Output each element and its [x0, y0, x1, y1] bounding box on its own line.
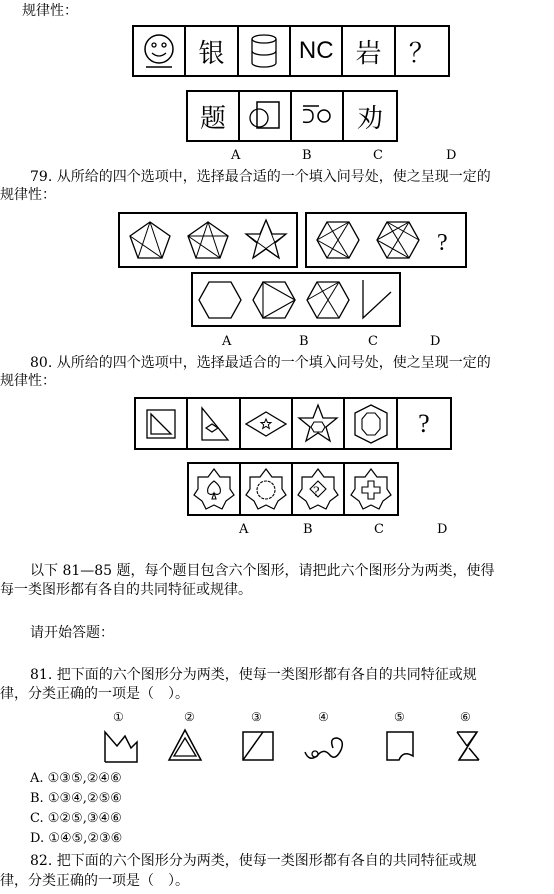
hexagon-group: [307, 214, 465, 266]
q80-options-row: [187, 462, 399, 516]
q78-option-letters: [0, 148, 554, 164]
q78-options-row: [186, 90, 398, 142]
intro-line2: 每一类图形都有各自的共同特征或规律。: [0, 582, 252, 598]
pentagon-group: [120, 214, 296, 266]
q81-option-d[interactable]: D. ①④⑤,②③⑥: [30, 831, 123, 846]
option-c-figure: [293, 464, 345, 514]
figure-number: ⑤: [394, 710, 405, 724]
option-letter: A: [231, 148, 241, 163]
question-mark-cell: ？: [408, 38, 435, 69]
q81-figures: [95, 726, 495, 766]
option-letter: A: [222, 334, 232, 349]
question-mark-cell: ?: [418, 408, 430, 438]
question-mark: ?: [437, 230, 448, 256]
q80-text-line2: 规律性：: [0, 373, 56, 389]
star-hexagon-figure: [293, 399, 345, 448]
question-mark-glyph: ?: [313, 484, 320, 500]
diamond-star-figure: [241, 399, 293, 448]
option-letter: D: [437, 522, 448, 537]
option-letter: C: [374, 522, 384, 537]
option-letter: B: [299, 334, 309, 349]
q79-text-line1: 79. 从所给的四个选项中，选择最合适的一个填入问号处，使之呈现一定的: [30, 169, 491, 185]
triangle-diamond-figure: [188, 399, 240, 448]
option-letter: D: [446, 148, 457, 163]
q78-question-row: [132, 25, 450, 77]
q79-right-box: [305, 212, 467, 268]
q80-option-letters: [0, 522, 554, 538]
smiley-figure: [134, 27, 186, 75]
option-letter: C: [373, 148, 383, 163]
option-c-figure: [292, 92, 344, 140]
option-a-figure: [189, 464, 241, 514]
q81-option-b[interactable]: B. ①③④,②⑤⑥: [30, 791, 122, 806]
figure-number: ④: [318, 710, 329, 724]
q79-options-box: [191, 272, 401, 327]
option-b-figure: [241, 464, 293, 514]
option-d-figure: [345, 464, 397, 514]
option-b-figure: [240, 92, 292, 140]
option-letter: B: [302, 148, 312, 163]
figure-number: ⑥: [460, 710, 471, 724]
square-triangle-figure: [136, 399, 188, 448]
q80-question-row: [134, 397, 452, 450]
char-cell: 岩: [343, 27, 395, 75]
q79-left-box: [118, 212, 298, 268]
q81-option-c[interactable]: C. ①②⑤,③④⑥: [30, 811, 122, 826]
q81-text-line2: 律，分类正确的一项是（ ）。: [0, 686, 189, 702]
option-letter: A: [239, 522, 249, 537]
option-a-figure: 题: [188, 92, 240, 140]
figure-number: ②: [184, 710, 195, 724]
option-letter: C: [368, 334, 378, 349]
intro-line1: 以下 81—85 题，每个题目包含六个图形，请把此六个图形分为两类，使得: [30, 563, 495, 579]
start-instruction: 请开始答题：: [30, 625, 114, 641]
char-cell: 银: [186, 27, 238, 75]
q82-text-line1: 82. 把下面的六个图形分为两类，使每一类图形都有各自的共同特征或规: [30, 853, 477, 869]
q79-option-letters: [0, 334, 554, 350]
char-cell: NC: [291, 27, 343, 75]
q79-option-figures: [193, 274, 399, 325]
q82-text-line2: 律，分类正确的一项是（ ）。: [0, 873, 189, 889]
hexagon-octagon-figure: [345, 399, 397, 448]
q79-text-line2: 规律性：: [0, 187, 56, 203]
cylinder-figure: [239, 27, 291, 75]
figure-number: ①: [113, 710, 124, 724]
q81-text-line1: 81. 把下面的六个图形分为两类，使每一类图形都有各自的共同特征或规: [30, 667, 477, 683]
figure-number: ③: [251, 710, 262, 724]
q81-figure-numbers: [0, 710, 554, 726]
option-letter: B: [303, 522, 313, 537]
option-d-figure: 劝: [357, 103, 384, 134]
option-letter: D: [430, 334, 441, 349]
q81-option-a[interactable]: A. ①③⑤,②④⑥: [30, 771, 122, 786]
q80-text-line1: 80. 从所给的四个选项中，选择最适合的一个填入问号处，使之呈现一定的: [30, 355, 491, 371]
line-rule: 规律性：: [22, 3, 78, 19]
